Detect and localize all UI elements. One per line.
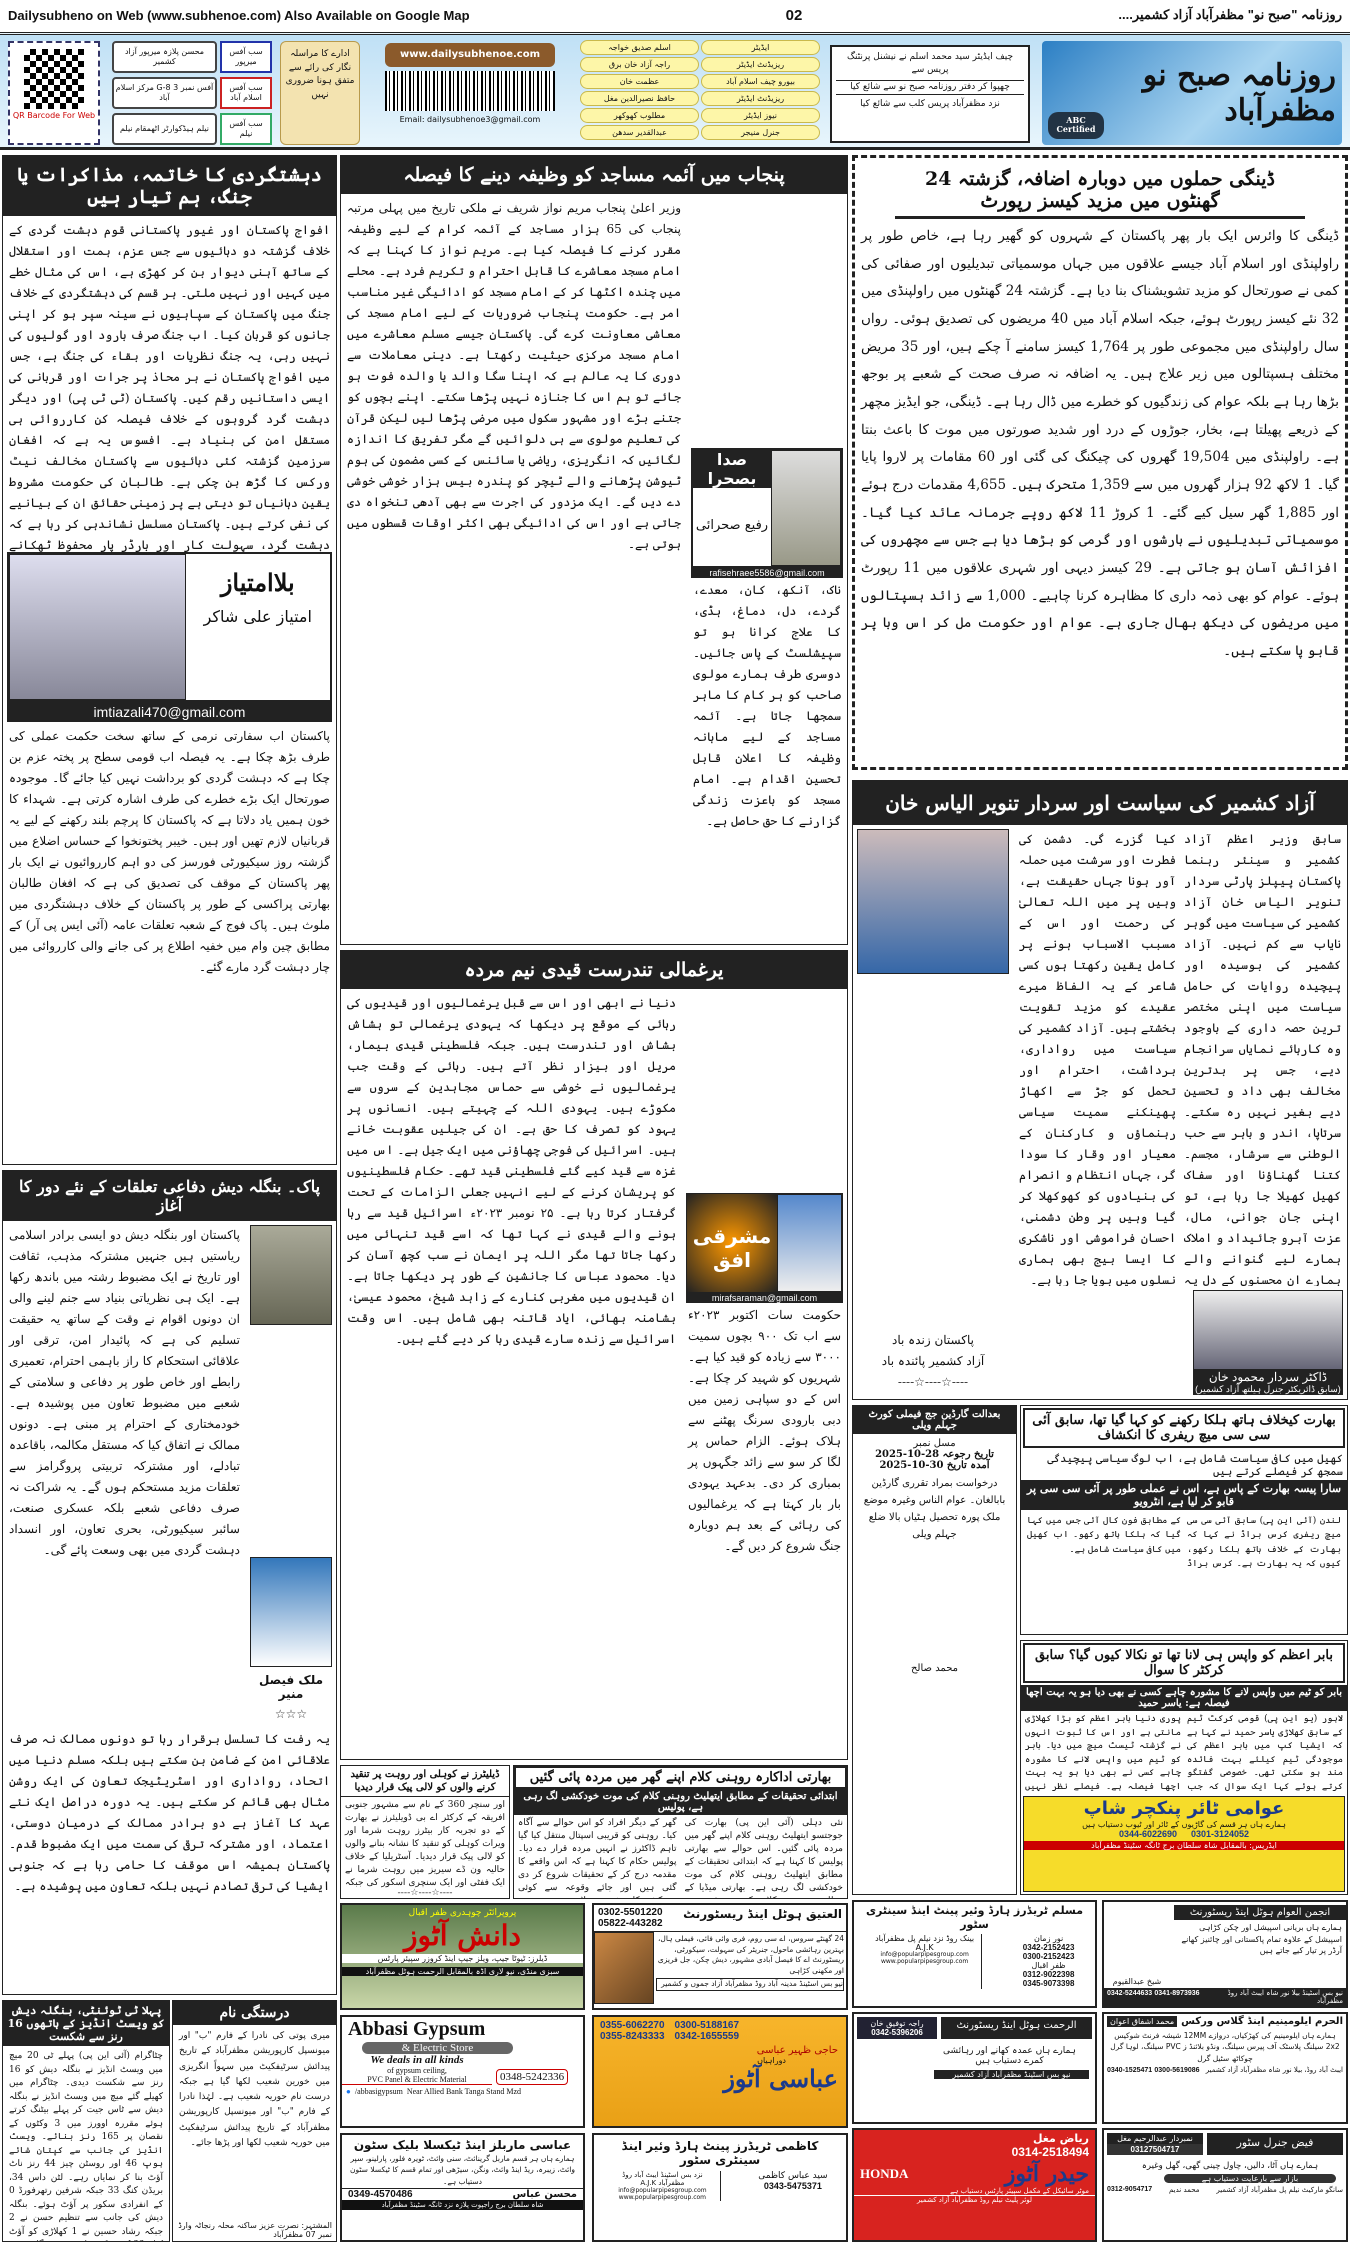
sub-office [112,113,272,145]
article-body: افواج پاکستان اور غیور پاکستانی قوم دہشت گردی کے خلاف گزشتہ دو دہائیوں سے جس عزم، ہمت اور استقلال کے ساتھ آہنی دیوار بن کر کھڑی ہے، اس کی مثال خطے میں کہیں اور نہیں ملتی۔ ہر قسم کی دہشتگردی کے خلاف جنگ میں پاکستان کے سپاہیوں نے سینہ سپر ہو کر اپنی جانوں کو قربان کیا۔ اب جنگ صرف بارود اور گولیوں کی نہیں رہی، یہ جنگ نظریات اور بقاء کی جنگ ہے، جس میں افواج پاکستان نے ہر محاذ پر جرات اور قربانی کی ایسی داستانیں رقم کیں۔ پاکستان (ٹی ٹی پی) اور دیگر دہشت گرد گروہوں کے خلاف فیصلہ کن کارروائی ہی مستقل امن کی بنیاد ہے۔ افسوس یہ ہے کہ افغان سرزمین گزشتہ کئی دہائیوں سے پاکستان مخالف نیٹ ورکس کا گڑھ بن چکی ہے۔ طالبان کی حکومت مشروط یقین دہانیاں تو دیتی ہے پر زمینی حقائق ان کے بیانیے کی نفی کرتے ہیں۔ پاکستان مسلسل نشاندہی کر رہا ہے کہ دہشت گرد، سہولت کار اور بارڈر پار محفوظ ٹھکانے [9,223,330,552]
ad-phone: 0342-2152423 [1022,1942,1075,1952]
author-name: رفیع صحرائی [695,518,769,533]
website-block [370,39,570,147]
facebook-icon: ● [346,2087,351,2096]
ad-muslim-traders[interactable] [852,1900,1097,2008]
ad-owner: پروپرائٹر چوہدری ظفر اقبال [408,1908,517,1918]
staff-role: ایڈیٹر [701,40,820,55]
sub-offices [112,41,272,145]
author-name: ڈاکٹر سردار محمود خان [1193,1370,1343,1384]
author-email[interactable]: imtiazali470@gmail.com [7,702,332,722]
ad-address: نیو بس اسٹینڈ مظفرآباد آزاد کشمیر [934,2070,1089,2079]
ad-address: نزد بس اسٹینڈ ایبٹ آباد روڈ مظفرآباد A.J.K [622,2171,703,2187]
article-terrorism [2,155,337,1165]
ad-owner: سید عباس کاظمی [758,2171,828,2181]
article-subtitle: بابر کو ٹیم میں واپس لانے کا مشورہ چاہے کسی نے بھی دیا ہو یہ بہت اچھا فیصلہ ہے: یاسر حمید [1021,1685,1347,1711]
contact-name: نور زمان [1033,1933,1064,1943]
court-notice [852,1405,1017,1895]
notice-body: درخواست بمراد تقرری گارڈین بابالغان۔ عوام الناس وغیرہ موضع ملک پورہ تحصیل ہٹیاں بالا ضلع جہلم ویلی [863,1478,1006,1540]
sub-office-address: نیلم ہیڈکوارٹر اٹھمقام نیلم [112,113,217,145]
ad-ateeq-hotel[interactable] [592,1903,848,2010]
top-bar [0,0,1350,30]
ad-text: ہمارے ہاں ایلومینیم کی کھڑکیاں، دروازے 12MM شیشہ فرنٹ شوکیس 2x2 سیلنگ پلاسٹک آف پیرس سیلنگ، ونڈو بلائنڈ ز PVC سیلنگ، لوہا گرل چوکاٹھ سٹیل گرل [1110,2031,1340,2063]
notice-signature: محمد صالح [910,1663,959,1674]
ad-owner: راجہ توفیق خان [870,2019,924,2028]
author-photo [250,1557,332,1667]
qr-code-icon [24,49,84,109]
article-body: لاہور (یو این پی) قومی کرکٹ ٹیم کے سابق کھلاڑی یاسر حمید نے کہا ہے کہ ایشیا کپ میں بابر اعظم کی موجودگی ٹیم کیلئے بہت فائدہ مند ہو سکتی تھی۔ خصوصی گفتگو کرتے ہوئے کہا ایک سوال کہ جب پوری دنیا بابر اعظم کو بڑا کھلاڑی مانتی ہے اور اس کا ثبوت انہوں نے گزشتہ ٹیسٹ میچ میں دیا۔ بابر کو ٹیم میں واپس لانے کا مشورہ چاہے کسی نے بھی دیا ہو یہ بہت اچھا فیصلہ ہے۔ فیصلے نظر نہیں [1025,1714,1343,1792]
ad-owner: محمد اشفاق اعوان [1107,2016,1177,2027]
ad-phone: 0343-5475371 [763,2181,822,2191]
ad-brand: HONDA [860,2166,909,2182]
ad-line: We deals in all kinds [370,2054,464,2066]
closing-line: پاکستان زندہ باد [892,1333,974,1347]
ad-text: ہمارے ہاں آٹا، دالیں، چاول چینی گھی، گھل وغیرہ [1141,2161,1319,2171]
author-title: (سابق ڈائریکٹر جنرل ہیلتھ آزاد کشمیر) [1193,1384,1343,1395]
ad-title: انجمن العوام ہوٹل اینڈ ریسٹورنٹ [1174,1905,1346,1920]
ad-faiz-store[interactable] [1102,2128,1348,2242]
ad-phone: 0355-6062270 [600,2020,665,2031]
article-referee [1020,1405,1348,1635]
ad-phone: 0301-3124052 [1191,1829,1250,1840]
sub-office-address: آفس نمبر 3 G-8 مرکز اسلام آباد [112,77,217,109]
ad-text: دوراہیاں [757,2056,786,2065]
column-badge [7,552,332,702]
ad-phone: 0300-2152423 [1022,1951,1075,1961]
ad-title: عباسی ماربلز اینڈ ٹیکسلا بلیک سٹون [353,2138,572,2152]
article-cricket-bd [2,2000,170,2242]
column-badge [691,448,843,568]
ad-abbasi-marbles[interactable] [340,2133,585,2242]
ad-address: Near Allied Bank Tanga Stand Mzd [406,2087,521,2096]
article-body-continued: حکومت سات اکتوبر ۲۰۲۳ء سے اب تک ۹۰۰ بچوں سمیت ۳۰۰۰ سے زیادہ کو قید کیا ہے۔ شہریوں کو شہید کر چکا ہے۔ اس کے دو سپاہی زمین میں دبی بارودی سرنگ پھٹنے سے ہلاک ہوئے۔ الزام حماس پر لگا کر سو سے زائد جگہوں پر بمباری کر دی۔ بدعہد یہودی بار بار کہتا ہے کہ یرغمالیوں کی رہائی کے بعد ہم دوبارہ جنگ شروع کر دیں گے۔ [688,1308,842,1553]
ad-title: عباسی آٹوز [723,2064,838,2093]
staff-name: عبدالقدیر سدھن [580,125,699,140]
ad-tyre-shop[interactable] [1023,1796,1345,1892]
ad-phone: 0344-6022690 [1118,1829,1177,1840]
ad-phone: 0340-1525471 [1107,2066,1153,2074]
ad-phone: 05822-443282 [598,1918,663,1929]
article-title: دہشتگردی کا خاتمہ، مذاکرات یا جنگ، ہم تیار ہیں [3,156,336,216]
article-body-continued: پاکستان اب سفارتی نرمی کے ساتھ سخت حکمت عملی کی طرف بڑھ چکا ہے۔ یہ فیصلہ اب قومی سطح پر پختہ عزم بن چکا ہے کہ دہشت گردی کو برداشت نہیں کیا جائے گا۔ موجودہ صورتحال ایک بڑے خطرے کی طرف اشارہ کرتی ہے۔ شہداء کا خون ہمیں یاد دلاتا ہے کہ پاکستان کا پرچم بلند رکھنے کے لیے یہ قربانیاں لازم تھیں اور ہیں۔ خیبر پختونخوا کے حساس اضلاع میں گزشتہ روز سیکیورٹی فورسز کی دو اہم کارروائیوں نے ایک بار پھر پاکستان کے موقف کی تصدیق کی ہے کہ افغان طالبان بھارتی پراکسی کے طور پر پاکستان کے خلاف دہشتگردی میں ملوث ہیں۔ پاک فوج کے شعبہ تعلقات عامہ (آئی ایس پی آر) کے مطابق چین وام میں خفیہ اطلاع پر کی جانے والی کارروائی میں چار دہشت گرد مارے گئے۔ [9,729,330,974]
ad-phone: 0342-5244633 [1107,1990,1153,1997]
ad-phone: 0342-1655559 [674,2031,740,2042]
ad-text: ہمارے ہاں عمدہ کھانے اور رہائشی کمرے دستیاب ہیں [943,2046,1076,2066]
sub-office-tag: سب آفس اسلام آباد [220,77,272,109]
column-name: صدا بصحرا [693,450,771,488]
notice-body: میری پوتی کی نادرا کے فارم "ب" اور میونسپل کارپوریشن مظفرآباد کے تاریخ پیدائش سرٹیفکیٹ میں سہواً انگریزی میں خورین شعیب لکھا گیا ہے جبکہ درست نام حوریہ شعیب ہے۔ لہٰذا نادرا کے فارم "ب" اور میونسپل کارپوریشن مظفرآباد کے تاریخ پیدائش سرٹیفکیٹ میں حوریہ شعیب لکھا اور پڑھا جائے۔ [179,2031,330,2149]
author-name: امتیاز علی شاکر [203,607,312,626]
ad-phone: 03127504717 [1107,2144,1203,2155]
sub-office-tag: سب آفس میرپور [220,41,272,73]
article-body: اور سنچر 360 کے نام سے مشہور جنوبی افریقہ کے کرکٹر اے بی ڈویلیئرز نے بھارت کے دو تجربہ کار بیٹرز روہت شرما اور ویرات کوہلی کو تنقید کا نشانہ بنانے والوں کو لالی پیک قرار دیدیا۔ آسٹریلیا کے خلاف حالیہ ون ڈے سیریز میں روہت شرما نے ایک ففٹی اور ایک سنچری اسکور کی جبکہ [345,1800,505,1888]
ad-title: الرحمت ہوٹل اینڈ ریسٹورنٹ [941,2017,1092,2039]
ad-address: لوئر پلیٹ نیلم روڈ مظفرآباد آزاد کشمیر [854,2195,1095,2204]
article-title: بابر اعظم کو واپس ہی لانا تھا تو نکالا کیوں گیا؟ سابق کرکٹر کا سوال [1023,1643,1345,1683]
subject-photo [857,829,1009,974]
ad-phone: 0312-9054717 [1107,2186,1153,2193]
column-name: بلاامتیاز [220,568,295,597]
author-photo [1193,1290,1343,1370]
ad-title: العتیق ہوٹل اینڈ ریسٹورنٹ [683,1907,842,1921]
closing-lines [857,1328,1009,1395]
sub-office [112,77,272,109]
article-title: بھارتی اداکارہ روہنی کلام اپنے گھر میں مردہ پائی گئیں [514,1766,847,1789]
ad-address: ایڈریس: بالمقابل شاہ سلطان برج ٹانگہ سٹینڈ مظفرآباد [1024,1841,1344,1850]
masthead-email[interactable]: Email: dailysubhenoe3@gmail.com [399,115,541,124]
date-filed: تاریخ رجوعہ 28-10-2025 [875,1449,994,1460]
article-body: ڈینگی کا وائرس ایک بار پھر پاکستان کے شہروں کو گھیر رہا ہے، خاص طور پر راولپنڈی اور اسلام آباد جیسے علاقوں میں جہاں موسمیاتی تبدیلیوں اور صفائی کی کمی نے صورتحال کو مزید تشویشناک بنا دیا ہے۔ گزشتہ 24 گھنٹوں میں راولپنڈی میں 32 نئے کیسز رپورٹ ہوئے، جبکہ اسلام آباد میں 40 مریضوں کی تصدیق ہوئی۔ رواں سال راولپنڈی میں مجموعی طور پر 1,764 کیسز سامنے آ چکے ہیں، اور 35 مریض مختلف ہسپتالوں میں زیر علاج ہیں۔ یہ اضافہ نہ صرف صحت کے شعبے پر بوجھ بڑھا رہا ہے بلکہ عوام کی زندگیوں کو خطرے میں ڈال رہا ہے۔ ڈینگی، جو ایڈیز مچھر کے ذریعے پھیلتا ہے، بخار، جوڑوں کے درد اور شدید صورتوں میں موت کا باعث بنتا ہے۔ راولپنڈی میں 19,504 گھروں کی چیکنگ کی گئی اور 60 مقامات پر لاروا پایا گیا۔ 1 لاکھ 92 ہزار گھروں میں سے 1,359 متحرک ہیں۔ 4,655 مقدمات درج ہوئے اور 1,885 گھر سیل کیے گئے۔ 1 کروڑ 11 لاکھ روپے جرمانہ عائد کیا گیا۔ موسمیاتی تبدیلیوں نے بارشوں اور گرمی کو بڑھا دیا ہے جس سے مچھروں کی افزائش آسان ہو جاتی ہے۔ 29 کیسز دیہی اور شہری علاقوں میں 11 رپورٹ ہوئے۔ عوام کو بھی ذمہ داری کا مظاہرہ کرنا چاہیے۔ 1,000 سے زائد ہسپتالوں میں مریضوں کی دیکھ بھال جاری ہے۔ عوام اور حکومت مل کر اس وبا پر قابو پا سکتے ہیں۔ [861,228,1340,660]
newspaper-logo [1042,41,1342,145]
notice-signature: المشتہر: نصرت عزیز ساکنہ محلہ رنجاٹہ وارڈ نمبر 07 مظفرآباد [178,2221,332,2239]
article-tanveer [852,780,1348,1400]
page-number: 02 [785,6,803,24]
staff-list [580,40,820,146]
contact-name: ظفر اقبال [1031,1961,1066,1971]
author-email[interactable]: rafisehraee5586@gmail.com [691,568,843,578]
ad-text: ڈیلرز: ٹیوٹا جیپ، ویلز جیپ اینڈ کروزر سپیئر پارٹس [342,1954,583,1963]
article-body: چٹاگرام (آئی این پی) پہلے ٹی 20 میچ میں ویسٹ انڈیز نے بنگلہ دیش کو 16 رنز سے شکست دیدی۔ چٹاگرام میں کھیلے گئے میچ میں ویسٹ انڈیز نے بنگلہ دیش سے ٹاس جیت کر پہلے بیٹنگ کرتے ہوئے مقررہ اوورز میں 3 وکٹوں کے نقصان پر 165 رنز بنائے۔ ویسٹ انڈیز کی جانب سے کپتان شائے ہوپ 46 اور روسٹن چیز 44 رنز ناٹ آؤٹ بنا کر نمایاں رہے۔ لٹن داس 34، بریڈن کنگ 33 جبکہ شرفین رتھرفورڈ 0 کے انفرادی سکور پر آؤٹ ہوئے۔ بنگلہ دیش کی جانب سے تنظیم حسن نے 2 جبکہ رشاد حسین نے 1 کھلاڑی کو آؤٹ [9,2051,164,2237]
website-ribbon[interactable]: www.dailysubhenoe.com [385,43,555,67]
ad-owner: نمبردار عبدالرحیم مغل [1107,2133,1203,2144]
staff-role: ریزیڈنٹ ایڈیٹر [701,91,820,106]
ad-title: عوامی ٹائر پنکچر شاپ [1083,1798,1285,1819]
contact-name: محمد ندیم [1169,2186,1200,2194]
ad-phone: 0341-8973936 [1154,1990,1200,1997]
sub-office-address: محسن پلازہ میرپور آزاد کشمیر [112,41,217,73]
ad-abbasi-autos[interactable] [592,2015,848,2128]
article-title: پاک۔ بنگلہ دیش دفاعی تعلقات کے نئے دور کا آغاز [3,1171,336,1221]
ad-text: 24 گھنٹے سروس، اے سی روم، فری وائی فائی، فیملی ہال، بہترین رہائشی ماحول، جنریٹر کی سہولت، سیکورٹی، ریسٹورنٹ اے کا فیصل آبادی مشہور، دیش چکن، جل فریزی اور مکھنی کڑاہی [657,1934,844,1975]
article-title: پہلا ٹی ٹوئنٹی، بنگلہ دیش کو ویسٹ انڈیز کے ہاتھوں 16 رنز سے شکست [3,2001,169,2046]
ad-title: مسلم ٹریڈرز ہارڈ وئیر پینٹ اینڈ سینٹری سٹور [865,1904,1084,1931]
ad-text: ہمارے ہاں بریانی اسپیشل اور چکن کڑاہی اسپیشل کے علاوہ تمام پاکستانی اور چائنیز کھانے آرڈر پر تیار کیے جاتے ہیں [1181,1923,1342,1956]
article-body: وزیر اعلیٰ پنجاب مریم نواز شریف نے ملکی تاریخ میں پہلی مرتبہ پنجاب کی 65 ہزار مساجد کے آئمہ کرام کے لیے وظیفہ مقرر کرنے کا فیصلہ کیا ہے۔ مریم نواز کا کہنا ہے کہ امام مسجد معاشرے کا قابل احترام و تکریم فرد ہے۔ محلے میں چندہ اکٹھا کر کے امام مسجد کو ادائیگی غیر مناسب امر ہے۔ حکومت پنجاب ضروریات کے لیے امام مسجد کی معاشی معاونت کرے گی۔ پاکستان جیسے مسلم معاشرے میں امام مسجد مرکزی حیثیت رکھتا ہے۔ دینی معاملات سے دوری کا یہ عالم ہے کہ اپنا سگا والد یا والدہ فوت ہو جائے تو ہم اس کا جنازہ نہیں پڑھا سکتے۔ اپنے بچوں کو جتنے بڑے اور مشہور سکول میں مرضی پڑھا لیں لیکن قرآن کی تعلیم مولوی سے ہی دلوائیں گے مگر تفریق کا اندازہ لگائیں کہ انگریزی، ریاضی یا سائنس کے کسی مضمون کی ہوم ٹیوشن پڑھانے والے ٹیچر کو پندرہ بیس ہزار خوشی خوشی دے دیں گے۔ ایک مزدور کی اجرت سے بھی آدھی تنخواہ دی جاتی ہے اور اس کی ادائیگی بھی اکثر اوقات قسطوں میں ہوتی ہے۔ [347,201,681,551]
article-body: نئی دہلی (آئی این پی) بھارت کی جوجتسو ایتھلیٹ روہنی کلام اپنے گھر میں مردہ پائی گئیں۔ اس حوالے سے بھارتی پولیس کا کہنا ہے کہ ابتدائی تحقیقات کے مطابق ایتھلیٹ روہنی کلام کی موت خودکشی لگ رہی ہے۔ بھارتی میڈیا کے گھر کے دیگر افراد کو اس حوالے سے آگاہ کیا۔ روہنی کو قریبی اسپتال منتقل کیا گیا تاہم ڈاکٹرز نے انہیں مردہ قرار دے دیا۔ پولیس حکام کا کہنا ہے کہ اس واقعے کا مقدمہ درج کر کے تحقیقات شروع کر دی گئی ہیں اور جائے وقوعہ سے کوئی [518,1818,843,1894]
ad-title: دانش آٹوز [403,1919,522,1952]
article-body: سابق وزیر اعظم آزاد کشمیر و سینئر رہنما پاکستان پیپلز پارٹی سردار تنویر الیاس خان آزاد کشمیر کی سیاست میں گوہر نایاب سے کم نہیں۔ آزاد کشمیر کی بوسیدہ اور پیچیدہ روایات کی حامل سیاست میں اپنی مختصر ترین حصہ داری کے باوجود وہ کارہائے نمایاں سرانجام دیے، جس پر بدترین مخالف بھی داد و تحسین دیے بغیر نہیں رہ سکتے۔ سرتاپا، اندر و باہر سے حب الوطنی سے سرشار، مجسم۔ کتنا گھناؤنا اور سفاک کھیل کھیلا جا رہا ہے، تو اپنی جان جوانی، مال، عزت آبرو جائیداد و املاک ہمارے لیے گنوانے والے ہمارے ان محسنوں کے دل پہ کیا گزرے گی۔ دشمن کی فطرت اور سرشت میں حملہ آور ہونا جہاں حقیقت ہے، وہیں پر میں اللہ تعالیٰ کی رحمت اور اس کے مسبب الاسباب ہونے پر کامل یقین رکھتا ہوں کسی شاعر کے یہ الفاظ میرے عقیدے کو مزید تقویت بخشتے ہیں۔ آزاد کشمیر کی سیاست میں رواداری، برداشت، احترام اور تحمل کو جڑ سے اکھاڑ پھینکنے سمیت سیاسی رہنماؤں و کارکنان کے معیار اور وقار کا سودا گر، جہاں انتظام و انصرام کی بنیادوں کو کھوکھلا کر گیا وہیں پر وطن دشمنی، احسان فراموشی اور ناشکری کا ایسا بیج بھی ہماری نسلوں میں بویا جا رہا ہے۔ [1019,832,1341,1286]
case-label: مسل نمبر [913,1438,956,1449]
ad-danish-autos[interactable] [340,1903,585,2010]
column-badge [686,1193,843,1293]
ad-text: ہمارے ہاں ہر قسم کی گاڑیوں کے ٹائر اور ٹیوب دستیاب ہیں [1082,1820,1286,1830]
article-title: بھارت کیخلاف ہاتھ ہلکا رکھنے کو کہا گیا تھا، سابق آئی سی سی میچ ریفری کا انکشاف [1023,1408,1345,1448]
staff-role: نیوز ایڈیٹر [701,108,820,123]
article-actress [513,1765,848,1899]
sub-office [112,41,272,73]
ad-phone: 0355-8243333 [600,2031,665,2042]
ad-address: سانگو مارکیٹ نیلم پل مظفرآباد آزاد کشمیر [1216,2186,1343,2194]
notice-line: نزد مظفرآباد پریس کلب سے شائع کیا [860,99,1000,110]
article-title: پنجاب میں آئمہ مساجد کو وظیفہ دینے کا فیصلہ [341,156,847,194]
ad-phone: 0312-9022398 [1022,1970,1075,1980]
staff-name: حافظ نصیرالدین مغل [580,91,699,106]
date-hearing: آمدہ تاریخ 30-10-2025 [879,1460,990,1471]
staff-role: ریزیڈنٹ ایڈیٹر [701,57,820,72]
ad-phone: 0342-5396206 [871,2028,923,2037]
ad-anjuman-hotel[interactable] [1102,1900,1348,2008]
ad-address: نیو بس اسٹینڈ مدینہ آباد روڈ مظفرآباد آزاد جموں و کشمیر [656,1978,844,1991]
author-name: ملک فیصل منیر [258,1673,324,1701]
ad-title: کاظمی ٹریڈرز پینٹ ہارڈ وئیر اینڈ سینٹری سٹور [621,2139,819,2167]
qr-code[interactable] [8,41,100,145]
ad-title: فیض جنرل سٹور [1207,2133,1343,2155]
ad-text: موٹر سائیکل کے مکمل سپیئر پارٹس دستیاب ہے [950,2187,1089,2196]
ad-owner: محسن عباس [512,2188,577,2200]
ad-owner: حاجی ظہیر عباسی [756,2045,838,2056]
ad-phone: 0348-5242336 [496,2069,568,2085]
article-title: ڈینگی حملوں میں دوبارہ اضافہ، گزشتہ 24 گھنٹوں میں مزید کیسز رپورٹ [895,158,1305,219]
ad-haider-autos[interactable] [852,2128,1097,2242]
author-photo [9,554,186,700]
food-photo [594,1932,654,2004]
article-body-continued: یہ رفت کا تسلسل برقرار رہا تو دونوں ممالک نہ صرف علاقائی امن کے ضامن بن سکتے ہیں بلکہ مسلم دنیا میں اتحاد، رواداری اور اسٹریٹیجک تعاون کی ایک روشن مثال بھی قائم کر سکتے ہیں۔ یہ دورہ دراصل ایک نئے عہد کا آغاز ہے دو برادر ممالک کے درمیان دوستی، اعتماد، اور مشترکہ ترقی کی سمت میں ایک مضبوط قدم۔ پاکستان ہمیشہ اس موقف کا حامی رہا ہے کہ جنوبی ایشیا کی ترقی تصادم نہیں بلکہ تعاون میں پوشیدہ ہے۔ [9,1732,330,1893]
notice-name-correction [172,2000,337,2242]
ad-owner: ریاض مغل [1032,2132,1089,2145]
closing-line: آزاد کشمیر پائندہ باد [881,1354,985,1368]
ad-title: الحرم ایلومینیم اینڈ گلاس ورکس [1181,2016,1343,2027]
ad-line: of gypsum ceiling, [387,2066,447,2075]
top-bar-paper-name: روزنامہ "صبح نو" مظفرآباد آزاد کشمیر.... [1118,7,1342,22]
ad-phone: 0314-2518494 [1011,2145,1089,2159]
article-rohit [340,1765,510,1899]
article-babar [1020,1640,1348,1895]
ad-web[interactable]: info@popularpipesgroup.com www.popularpipesgroup.com [880,1950,969,1965]
ad-abbasi-gypsum[interactable] [340,2015,585,2128]
notice-line: چھپوا کر دفتر روزنامہ صبح نو سے شائع کیا [836,80,1024,95]
barcode-image [385,71,555,111]
ad-phone: 0349-4570486 [348,2188,413,2200]
ad-title: حیدر آٹوز [1004,2161,1089,2187]
article-title: یرغمالی تندرست قیدی نیم مردہ [341,951,847,989]
staff-name: مطلوب کھوکھر [580,108,699,123]
ad-alharam[interactable] [1102,2012,1348,2124]
article-pak-bangladesh [2,1170,337,1995]
ad-phone: 0300-5188167 [674,2020,740,2031]
article-title: آزاد کشمیر کی سیاست اور سردار تنویر الیاس خان [853,781,1347,825]
ad-facebook[interactable]: /abbasigypsum [354,2087,403,2096]
ad-address: ایبٹ آباد روڈ، بیلا نور شاہ مظفرآباد آزاد کشمیر [1205,2065,1343,2074]
ad-kazmi-traders[interactable] [592,2133,848,2242]
top-bar-website: Dailysubheno on Web (www.subhenoe.com) Also Available on Google Map [8,7,470,23]
article-dengue [852,155,1348,770]
column-name: مشرقی افق [687,1194,777,1292]
general-photo [250,1225,332,1325]
article-imams [340,155,848,945]
ad-web[interactable]: info@popularpipesgroup.com www.popularpipesgroup.com [618,2187,707,2201]
ad-text: ہمارے ہاں ہر قسم ماربل گرینائٹ، سنی وائٹ، ٹویرہ فلور، پارلینو، سپر وائٹ، زیبرہ، ریڈ اینڈ وائٹ، ونگن، سیڑھی اور تمام قسم کا ٹیکسلا سٹون دستیاب ہے۔ [350,2154,575,2186]
staff-role: بیورو چیف اسلام آباد [701,74,820,89]
article-prisoners [340,950,848,1760]
ad-line: PVC Panel & Electric Material [342,2075,492,2085]
ad-phone: 0345-9073398 [1022,1979,1075,1989]
article-subtitle: کھیل میں کافی سیاست شامل ہے، اب لوگ سیاسی پیچیدگی سمجھ کر فیصلے کرتے ہیں [1047,1452,1343,1478]
ad-phone: 0300-5619086 [1154,2066,1200,2074]
ad-address: بینک روڈ نزد نیلم پل مظفرآباد A.J.K [875,1933,975,1952]
ad-owner: شیخ عبدالقیوم [1112,1977,1162,1986]
ad-address: سبزی منڈی، نیو لاری اڈہ بالمقابل الرحمت ہوٹل مظفرآباد [342,1967,583,1976]
masthead [0,32,1350,150]
article-body: لندن (آئی این پی) سابق آئی سی سی میچ ریفری کرس براڈ نے کہا کہ بھارت کے خلاف ہاتھ ہلکا رکھو، کیوں کہ یہ بھارت ہے۔ کرس براڈ کے مطابق فون کال آئی جس میں کہا گیا کہ ہلکا ہاتھ رکھو۔ اب کھیل میں کافی سیاست شامل ہے۔ [1027,1516,1341,1570]
article-body-continued: ناک، آنکھ، کان، معدے، گردے، دل، دماغ، ہڈی، کا علاج کرانا ہو تو سپیشلسٹ کے پاس جائیں۔ دوسری طرف ہمارے مولوی صاحب کو ہر کام کا ماہر سمجھا جاتا ہے۔ آئمہ مساجد کے لیے ماہانہ وظیفہ کا اعلان قابل تحسین اقدام ہے۔ امام مسجد کو باعزت زندگی گزارنے کا حق حاصل ہے۔ [693,583,841,828]
notice-title: بعدالت گارڈین جج فیملی کورٹ جہلم ویلی [853,1406,1016,1434]
article-subtitle-2: سارا پیسہ بھارت کے پاس ہے، اس نے عملی طور پر آئی سی سی پر قابو کر لیا ہے، انٹرویو [1021,1480,1347,1510]
sub-office-tag: سب آفس نیلم [220,113,272,145]
abc-badge: ABC Certified [1048,112,1104,139]
article-body: دنیا نے ابھی اور اس سے قبل یرغمالیوں اور قیدیوں کی رہائی کے موقع پر دیکھا کہ یہودی یرغمالی تو ہشاش بشاش اور تندرست ہیں۔ جبکہ فلسطینی قیدی بیمار، مریل اور بیزار نظر آتے ہیں۔ رہائی کے وقت جب یرغمالیوں نے خوشی سے حماس مجاہدین کے سروں سے مکوڑے ہیں۔ یہودی اللہ کے چہیتے ہیں۔ انسانوں پر یہود کو تصرف کا حق ہے۔ ان کی جیلیں عقوبت خانے ہیں۔ اسرائیل کی فوجی چھاؤنی میں ایک جیل ہے۔ اس میں غزہ سے قید کیے گئے فلسطینی قید تھے۔ حکام فلسطینیوں کو پریشان کرنے کے لیے انہیں جعلی الزامات کے تحت گرفتار کرتا رہا ہے۔ ۲۵ نومبر ۲۰۲۳ء اسرائیل قید سے رہا ہونے والے قیدی نے کہا تھا کہ اسے قید تنہائی میں رکھا جاتا تھا مگر اللہ پر ایمان نے سب کچھ آسان کر دیا۔ محمود عباس کا جانشین کے طور پر دیکھا جاتا ہے۔ ان قیدیوں میں مغربی کنارے کے زاہد شیخ، محمود عیسیٰ، بشامنہ بھائی، ایاد قاتنہ بھی شامل ہیں۔ اس وقت اسرائیل سے زندہ سارے قیدی رہا کر دیے گئے ہیں۔ [347,996,676,1346]
ad-subtitle: & Electric Store [362,2042,513,2054]
author-email[interactable]: mirafsaraman@gmail.com [686,1293,843,1303]
staff-role: جنرل منیجر [701,125,820,140]
staff-name: راجہ آزاد خان برق [580,57,699,72]
article-title: ڈیلیٹرز نے کوہلی اور روہت پر تنقید کرنے والوں کو لالی پیک قرار دیدیا [341,1766,509,1797]
ad-phone: 0302-5501220 [598,1907,663,1918]
qr-label: QR Barcode For Web [12,111,96,120]
rating-stars: ☆☆☆ [274,1707,308,1721]
ad-title: Abbasi Gypsum [348,2018,486,2040]
stars-divider: ----☆----☆---- [897,1375,969,1389]
print-notice [830,45,1030,143]
article-body: پاکستان اور بنگلہ دیش دو ایسی برادر اسلامی ریاستیں ہیں جنہیں مشترکہ مذہب، ثقافت اور تاریخ نے ایک مضبوط رشتہ میں باندھ رکھا ہے۔ ایک ہی نظریاتی بنیاد سے جنم لینے والی ان دونوں اقوام نے وقت کے ساتھ یہ حقیقت تسلیم کی ہے کہ پائیدار امن، ترقی اور علاقائی استحکام کا راز باہمی احترام، تعمیری رابطے اور خاص طور پر دفاعی و سلامتی کے شعبے میں مضبوط تعاون میں پوشیدہ ہے۔ خودمختاری کے احترام پر مبنی ہے۔ دونوں ممالک نے اتفاق کیا کہ مستقل مکالمہ، باقاعدہ تبادلے، اور مشترکہ تربیتی پروگرامز سے تعلقات مزید مستحکم ہوں گے۔ یہ شراکت نہ صرف دفاعی شعبے بلکہ عسکری صنعت، سائبر سیکیورٹی، بحری تعاون، اور انسداد دہشت گردی میں بھی وسعت پائے گی۔ [9,1228,240,1557]
ad-subtext: بازار سے بارعایت دستیاب ہے [1164,2174,1336,2183]
disclaimer-scroll: ادارے کا مراسلہ نگار کی رائے سے متفق ہونا ضروری نہیں [280,41,360,145]
article-subtitle: ابتدائی تحقیقات کے مطابق ایتھلیٹ روہنی کلام کی موت خودکشی لگ رہی ہے، پولیس [514,1789,847,1815]
ad-rehmat-hotel[interactable] [852,2012,1097,2124]
author-photo [771,450,841,566]
author-photo [777,1194,842,1292]
ad-address: نیو بس اسٹینڈ بیلا نور شاہ ایبٹ آباد روڈ مظفرآباد [1227,1989,1343,2005]
logo-text: روزنامہ صبح نو مظفرآباد [1142,58,1336,128]
stars-divider: ----☆----☆---- [397,1888,453,1898]
notice-line: چیف ایڈیٹر سید محمد اسلم نے نیشنل پرنٹنگ پریس سے [846,52,1014,76]
staff-name: عظمت خان [580,74,699,89]
notice-title: درستگی نام [173,2001,336,2025]
ad-address: شاہ سلطان برج راجپوت پلازہ نزد ٹانگہ سٹینڈ مظفرآباد [342,2200,583,2210]
staff-name: اسلم صدیق خواجہ [580,40,699,55]
